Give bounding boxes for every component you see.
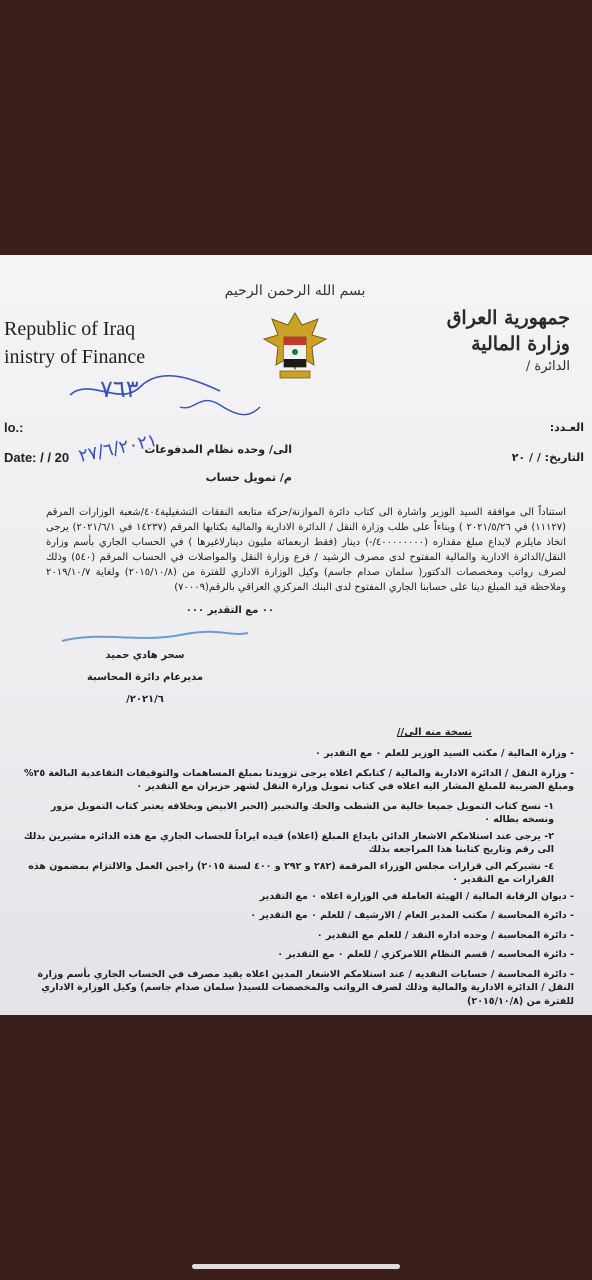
background-bottom <box>0 1015 592 1280</box>
distribution-item: - وزارة المالية / مكتب السيد الوزير للعلم ٠ مع التقدير ٠ <box>314 748 574 759</box>
instruction-item: ٢- يرجى عند استلامكم الاشعار الدائن بايداع المبلغ (اعلاه) قيده ايراداً للحساب الجاري مع هذه الدائره مشيرين بذلك الى رقم وتاريخ كتابنا هذا المراجعه بذلك <box>23 830 554 855</box>
ministry-name: inistry of Finance <box>4 346 146 368</box>
closing-line: ٠٠ مع التقدير ٠٠٠ <box>185 605 274 616</box>
distribution-item: - دائرة المحاسبة / حسابات النقديه / عند استلامكم الاشعار المدين اعلاه يقيد مصرف في الحساب الجاري بأسم وزارة النقل / الدائرة الادارية والمالية وذلك لصرف الرواتب والمخصصات للسيد( سلمان صدام جاسم) وكيل الوزارة الاداري للفترة من (٢٠١٥/١٠/٨) <box>37 968 574 1007</box>
distribution-item: - دائرة المحاسبة / مكتب المدير العام / الارشيف / للعلم ٠ مع التقدير ٠ <box>250 910 574 921</box>
english-letterhead <box>4 315 145 371</box>
instruction-item: ٤- نشيركم الى قرارات مجلس الوزراء المرقمة (٢٨٢ و ٢٩٢ و ٤٠٠ لسنة ٢٠١٥) راجين العمل والالتزام بمضمون هذه القرارات مع التقدير ٠ <box>28 860 554 885</box>
handwritten-date: ٢٧/٦/٢٠٢١ <box>76 429 160 467</box>
date-value: / / 20 <box>40 450 70 465</box>
arabic-department-label: الدائرة / <box>525 359 570 374</box>
distribution-item: - ديوان الرقابة المالية / الهيئة العاملة في الوزارة اعلاه ٠ مع التقدير <box>259 890 574 902</box>
arabic-country-name: جمهورية العراق <box>446 307 570 329</box>
arabic-date-label: التاريخ: / / ٢٠ <box>511 451 584 464</box>
distribution-item: - دائرة المحاسبه / قسم النظام اللامركزي / للعلم ٠ مع التقدير ٠ <box>277 949 574 960</box>
background-top <box>0 0 592 255</box>
arabic-letterhead <box>447 305 570 377</box>
subject-line: م/ تمويل حساب <box>205 471 292 484</box>
signature-block <box>80 645 210 711</box>
number-label: lo.: <box>4 420 24 435</box>
arabic-number-label: العـدد: <box>549 421 584 434</box>
signer-name: سحر هادي حميد <box>105 650 185 661</box>
arabic-reference-fields <box>512 413 584 473</box>
signature-icon <box>60 627 250 647</box>
handwritten-number: ٧٦٣ <box>100 375 139 403</box>
distribution-item: - وزارة النقل / الدائرة الادارية والمالية / كتابكم اعلاه يرجى تزويدنا بمبلغ المساهمات والتوقيفات التقاعدية البالغة ٢٥% ومبلغ الضريبة للمبلغ المشار اليه اعلاه في كتاب تمويل وزارة النقل لشهر حزيران مع التقدير ٠ <box>23 767 574 792</box>
copies-heading: نسخة منه الى// <box>396 727 472 738</box>
bismillah-text: بسم الله الرحمن الرحيم <box>224 283 366 299</box>
letter-body: استناداً الى موافقة السيد الوزير واشارة الى كتاب دائرة الموازنة/حركة متابعه النفقات التشغيلية٤٠٤/شعبة الوزارات المرقم (١١١٢٧) في ٢٠٢١/٥/٢٦ ) وبناءاً على طلب وزارة النقل / الدائرة الادارية والمالية بكتابها المرقم (١٤٢٣٧ في ٢٠٢١/٦/١) يرجى اتخاذ مايلزم لايداع مبلغ مقداره (٤٠٠٠٠٠٠٠٠/-) دينار (فقط اربعمائة مليون دينارلاغيرها ) في الحساب الجاري بأسم وزارة النقل/الدائرة الادارية والمالية المفتوح لدى مصرف الرشيد / فرع وزارة النقل والمواصلات في الحساب المرقم (٥٤٠) وذلك لصرف رواتب ومخصصات الدكتور( سلمان صدام جاسم) وكيل الوزارة الاداري للفترة من (٢٠١٥/١٠/٨) ولغاية ٢٠١٩/١٠/٧ وملاحظة قيد المبلغ دينا على حسابنا الجاري المفتوح لدى البنك المركزي العراقي بالرقم(٧٠٠٠٩) <box>46 507 566 593</box>
date-label: Date: <box>4 450 37 465</box>
signer-date: ٢٠٢١/٦/ <box>126 694 164 705</box>
arabic-ministry-name: وزارة المالية <box>471 333 570 355</box>
instruction-item: ١- نسخ كتاب التمويل جميعا خالية من الشطب والحك والتحبير (الحبر الابيض وبخلافه يعتبر كتاب التمويل مزور ونسخه بطاله ٠ <box>50 800 554 825</box>
country-name: Republic of Iraq <box>4 318 136 340</box>
handwritten-number-and-date <box>60 367 290 487</box>
document-page <box>0 255 592 1015</box>
recipient-line: الى/ وحده نظام المدفوعات <box>144 443 292 456</box>
distribution-list <box>22 747 574 1014</box>
signer-title: مديرعام دائرة المحاسبة <box>86 672 204 683</box>
home-indicator[interactable] <box>192 1264 400 1269</box>
distribution-item: - دائرة المحاسبة / وحده اداره النقد / للعلم مع التقدير ٠ <box>316 929 574 941</box>
